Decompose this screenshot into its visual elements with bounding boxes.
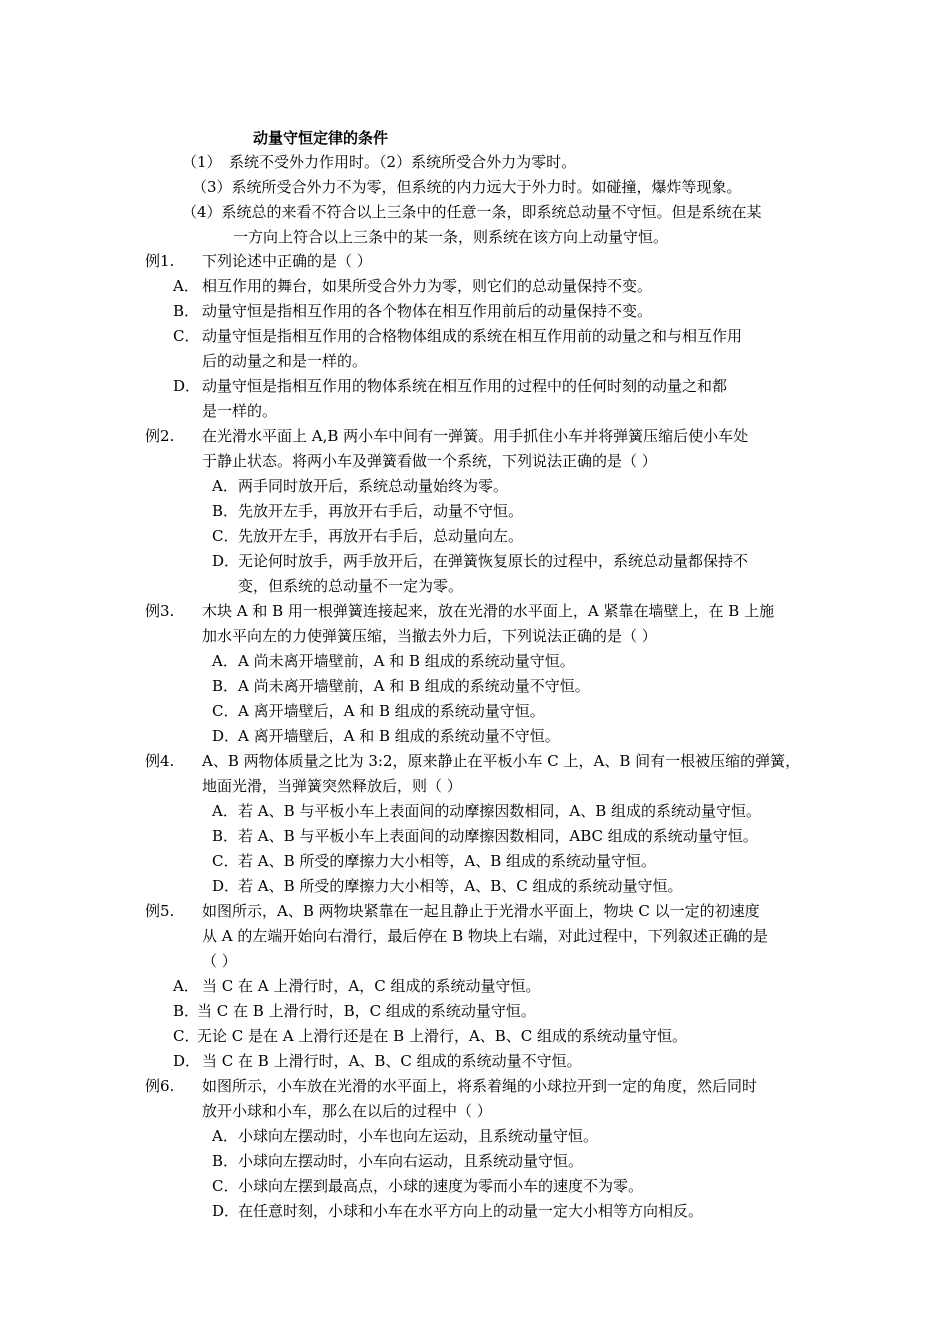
- option-text: 若 A、B 所受的摩擦力大小相等，A、B 组成的系统动量守恒。: [238, 852, 657, 870]
- option-text: 小球向左摆动时，小车也向左运动，且系统动量守恒。: [238, 1127, 599, 1145]
- option-letter: C．: [212, 1177, 239, 1195]
- option-text: 若 A、B 与平板小车上表面间的动摩擦因数相同，ABC 组成的系统动量守恒。: [238, 827, 758, 845]
- option-text: 动量守恒是指相互作用的物体系统在相互作用的过程中的任何时刻的动量之和都: [202, 377, 728, 395]
- option-letter: B．: [173, 302, 200, 320]
- page-title: 动量守恒定律的条件: [253, 129, 389, 147]
- option-letter: A．: [212, 652, 238, 670]
- option-letter: D．: [212, 1202, 240, 1220]
- option-text: 若 A、B 与平板小车上表面间的动摩擦因数相同，A、B 组成的系统动量守恒。: [238, 802, 762, 820]
- option-text: 相互作用的舞台，如果所受合外力为零，则它们的总动量保持不变。: [202, 277, 653, 295]
- option-text: 后的动量之和是一样的。: [202, 352, 368, 370]
- example-stem: 在光滑水平面上 A,B 两小车中间有一弹簧。用手抓住小车并将弹簧压缩后使小车处: [202, 427, 749, 445]
- option-letter: D．: [212, 727, 240, 745]
- example-stem: 加水平向左的力使弹簧压缩，当撤去外力后，下列说法正确的是（ ）: [202, 627, 657, 645]
- option-letter: D．: [173, 377, 201, 395]
- option-text: 若 A、B 所受的摩擦力大小相等，A、B、C 组成的系统动量守恒。: [238, 877, 683, 895]
- option-letter: B．: [212, 677, 239, 695]
- option-text: 动量守恒是指相互作用的合格物体组成的系统在相互作用前的动量之和与相互作用: [202, 327, 743, 345]
- option-text: 无论 C 是在 A 上滑行还是在 B 上滑行，A、B、C 组成的系统动量守恒。: [197, 1027, 688, 1045]
- option-letter: A．: [212, 1127, 238, 1145]
- example-label: 例1.: [145, 252, 175, 270]
- example-label: 例4.: [145, 752, 175, 770]
- option-letter: C．: [212, 527, 239, 545]
- example-label: 例6.: [145, 1077, 175, 1095]
- example-label: 例3.: [145, 602, 175, 620]
- option-letter: B．: [212, 1152, 239, 1170]
- example-stem: （ ）: [202, 952, 237, 970]
- example-stem: 于静止状态。将两小车及弹簧看做一个系统，下列说法正确的是（ ）: [202, 452, 657, 470]
- option-letter: A．: [173, 277, 199, 295]
- option-text: 无论何时放手，两手放开后，在弹簧恢复原长的过程中，系统总动量都保持不: [238, 552, 749, 570]
- example-stem: 下列论述中正确的是（ ）: [202, 252, 372, 270]
- option-text: A 尚未离开墙壁前，A 和 B 组成的系统动量不守恒。: [238, 677, 590, 695]
- option-text: A 尚未离开墙壁前，A 和 B 组成的系统动量守恒。: [238, 652, 575, 670]
- option-letter: A．: [212, 802, 238, 820]
- condition-4-line-2: 一方向上符合以上三条中的某一条，则系统在该方向上动量守恒。: [233, 228, 669, 246]
- example-stem: 如图所示，A、B 两物块紧靠在一起且静止于光滑水平面上，物块 C 以一定的初速度: [202, 902, 760, 920]
- option-text: 当 C 在 A 上滑行时，A，C 组成的系统动量守恒。: [202, 977, 541, 995]
- option-letter: C．: [173, 1027, 200, 1045]
- option-text: 是一样的。: [202, 402, 278, 420]
- condition-4-line-1: （4）系统总的来看不符合以上三条中的任意一条，即系统总动量不守恒。但是系统在某: [182, 203, 762, 221]
- condition-1-2: （1） 系统不受外力作用时。（2）系统所受合外力为零时。: [182, 153, 577, 171]
- option-text: A 离开墙壁后，A 和 B 组成的系统动量守恒。: [238, 702, 545, 720]
- option-text: 先放开左手，再放开右手后，动量不守恒。: [238, 502, 524, 520]
- example-stem: 木块 A 和 B 用一根弹簧连接起来，放在光滑的水平面上，A 紧靠在墙壁上，在 B 上施: [202, 602, 775, 620]
- example-stem: 放开小球和小车，那么在以后的过程中（ ）: [202, 1102, 492, 1120]
- option-text: 先放开左手，再放开右手后，总动量向左。: [238, 527, 524, 545]
- option-text: 动量守恒是指相互作用的各个物体在相互作用前后的动量保持不变。: [202, 302, 653, 320]
- option-text: A 离开墙壁后，A 和 B 组成的系统动量不守恒。: [238, 727, 560, 745]
- option-letter: D．: [212, 552, 240, 570]
- condition-3: （3）系统所受合外力不为零，但系统的内力远大于外力时。如碰撞，爆炸等现象。: [192, 178, 742, 196]
- option-letter: A．: [212, 477, 238, 495]
- option-letter: C．: [173, 327, 200, 345]
- example-label: 例2.: [145, 427, 175, 445]
- example-stem: A、B 两物体质量之比为 3:2，原来静止在平板小车 C 上，A、B 间有一根被压缩的弹簧，: [202, 752, 801, 770]
- example-label: 例5.: [145, 902, 175, 920]
- option-text: 当 C 在 B 上滑行时，B，C 组成的系统动量守恒。: [197, 1002, 536, 1020]
- example-stem: 如图所示，小车放在光滑的水平面上，将系着绳的小球拉开到一定的角度，然后同时: [202, 1077, 758, 1095]
- option-letter: D．: [212, 877, 240, 895]
- option-text: 在任意时刻，小球和小车在水平方向上的动量一定大小相等方向相反。: [238, 1202, 704, 1220]
- option-letter: B．: [173, 1002, 200, 1020]
- option-text: 当 C 在 B 上滑行时，A、B、C 组成的系统动量不守恒。: [202, 1052, 582, 1070]
- option-text: 两手同时放开后，系统总动量始终为零。: [238, 477, 509, 495]
- option-text: 小球向左摆动时，小车向右运动，且系统动量守恒。: [238, 1152, 584, 1170]
- example-stem: 地面光滑，当弹簧突然释放后，则（ ）: [202, 777, 462, 795]
- option-text: 变，但系统的总动量不一定为零。: [238, 577, 464, 595]
- option-letter: A．: [173, 977, 199, 995]
- option-letter: B．: [212, 502, 239, 520]
- option-letter: D．: [173, 1052, 201, 1070]
- example-stem: 从 A 的左端开始向右滑行，最后停在 B 物块上右端，对此过程中，下列叙述正确的是: [202, 927, 768, 945]
- option-letter: C．: [212, 702, 239, 720]
- option-letter: B．: [212, 827, 239, 845]
- option-letter: C．: [212, 852, 239, 870]
- option-text: 小球向左摆到最高点，小球的速度为零而小车的速度不为零。: [238, 1177, 644, 1195]
